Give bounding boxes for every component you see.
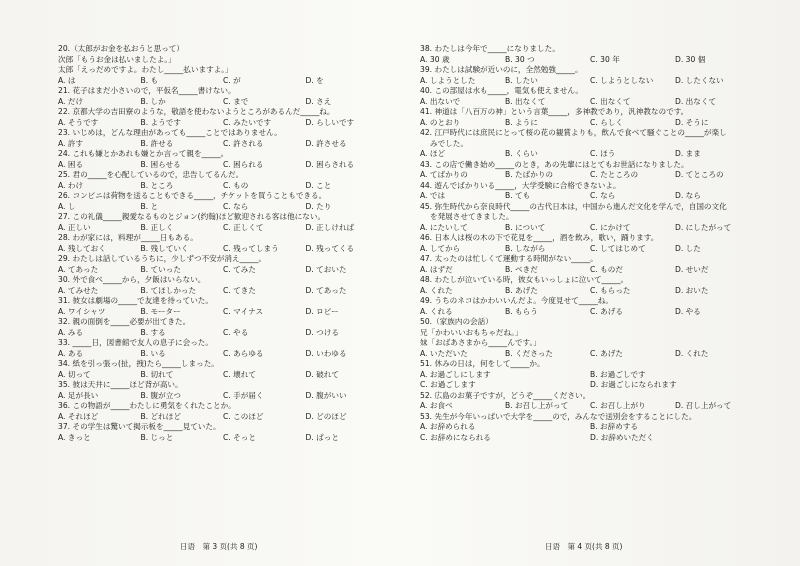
answer-option: B. しか [140, 96, 166, 106]
answer-options [58, 349, 388, 360]
question-block [58, 44, 388, 86]
question-block [58, 338, 388, 359]
answer-option: C. たところの [590, 170, 639, 179]
answer-option: C. てみた [223, 264, 256, 274]
answer-option: C. お過ごします [420, 380, 476, 389]
answer-options [58, 244, 388, 255]
answer-option: D. せいだ [675, 264, 709, 274]
question-text: 26. コンビニは荷物を送ることもできる_____，チケットを買うこともできる。 [58, 191, 327, 200]
question-block [420, 296, 760, 317]
answer-options [58, 412, 388, 423]
question-text: 40. この部屋は水も_____，電気も使えません。 [420, 86, 584, 95]
answer-option: C. 許される [223, 138, 264, 148]
answer-option: C. お召し上がり [590, 401, 646, 410]
answer-option: A. いただいた [420, 348, 468, 358]
question-block [58, 380, 388, 401]
answer-option: A. してから [420, 243, 461, 253]
answer-options [58, 97, 388, 108]
answer-option: D. ロビー [305, 306, 339, 316]
answer-option: D. 困らされる [305, 159, 355, 169]
answer-option: D. こと [305, 180, 332, 190]
answer-options [58, 202, 388, 213]
answer-option: A. 残しておく [58, 243, 106, 253]
answer-option: D. くれた [675, 348, 709, 358]
answer-option: B. お過ごしです [590, 369, 646, 379]
question-text: 41. 神道は「八百万の神」という言葉_____，多神教であり，汎神教なのです。 [420, 107, 689, 116]
answer-option: C. もの [223, 180, 249, 190]
answer-options [420, 149, 760, 160]
question-block [420, 128, 760, 160]
question-text: 45. 弥生時代から奈良時代_____の古代日本は，中国から進んだ文化を学んで，自国の文化 [420, 201, 727, 211]
answer-option: D. たり [305, 201, 332, 211]
question-text: 23. いじめは，どんな理由があっても_____ことではありません。 [58, 128, 282, 137]
answer-option: B. も [140, 75, 159, 85]
question-block [58, 86, 388, 107]
answer-options [420, 55, 760, 66]
answer-option: C. らしく [590, 117, 623, 127]
answer-option: D. そうに [675, 117, 709, 127]
question-text: 21. 花子はまだ小さいので，平仮名_____書けない。 [58, 86, 236, 95]
question-block [420, 412, 760, 444]
answer-options [58, 181, 388, 192]
answer-option: B. 正しく [140, 222, 174, 232]
answer-options [58, 433, 388, 444]
answer-options [58, 76, 388, 87]
answer-option: B. ていった [140, 264, 181, 274]
answer-option: B. たばかりの [505, 170, 554, 179]
answer-option: C. このほど [223, 411, 264, 421]
question-block [420, 107, 760, 128]
question-block [58, 233, 388, 254]
answer-option: B. 困らせる [140, 159, 181, 169]
question-block [420, 181, 760, 202]
question-text: 次郎「もうお金は払いましたよ。」 [58, 54, 176, 64]
answer-option: D. まま [675, 149, 701, 158]
answer-option: D. やる [675, 306, 701, 316]
answer-option: A. 出ないで [420, 96, 461, 106]
question-text: 27. この礼儀_____親愛なるものとジョン(约翰)ほど歓迎される客は他にない。 [58, 212, 326, 221]
answer-option: B. じっと [140, 432, 174, 442]
answer-option: D. おいた [675, 285, 709, 295]
question-text: 太郎「えっだめですよ。わたし_____払いますよ。」 [58, 65, 233, 74]
question-block [420, 233, 760, 254]
answer-options [58, 118, 388, 129]
question-block [420, 317, 760, 359]
question-block [420, 160, 760, 181]
answer-options [58, 391, 388, 402]
answer-option: B. お召し上がって [505, 401, 569, 410]
answer-option: B. 出なくて [505, 96, 546, 106]
answer-option: A. ある [58, 348, 84, 358]
answer-options [58, 286, 388, 297]
answer-option: B. もらう [505, 306, 538, 316]
answer-option: A. し [58, 201, 76, 211]
answer-option: D. 残ってくる [305, 243, 355, 253]
answer-option: A. 困る [58, 159, 84, 169]
answer-option: C. にかけて [590, 222, 631, 232]
question-block [58, 191, 388, 212]
question-block [58, 212, 388, 233]
answer-option: B. ようです [140, 117, 181, 127]
question-text: 48. わたしが泣いている時，彼女もいっしょに泣いて_____。 [420, 275, 629, 284]
answer-option: A. くれる [420, 306, 453, 316]
question-block [58, 275, 388, 296]
question-text: 36. この物語が_____わたしに勇気をくれたことか。 [58, 401, 236, 410]
answer-option: A. 切って [58, 369, 91, 379]
answer-option: D. ぱっと [305, 432, 339, 442]
answer-option: D. ておいた [305, 264, 347, 274]
answer-option: A. てあった [58, 264, 99, 274]
question-text-continued: を発展させてきました。 [430, 212, 514, 221]
answer-option: C. やる [223, 327, 249, 337]
answer-option: C. 困られる [223, 159, 264, 169]
answer-options [420, 170, 760, 181]
answer-option: C. お辞めになられる [420, 432, 491, 442]
question-block [58, 296, 388, 317]
answer-option: A. しようとした [420, 75, 476, 85]
answer-options [420, 97, 760, 108]
question-text: 51. 休みの日は，何をして_____か。 [420, 359, 545, 368]
answer-option: C. 出なくて [590, 96, 631, 106]
answer-options [420, 370, 760, 381]
answer-options [58, 265, 388, 276]
answer-option: B. どれほど [140, 411, 181, 421]
answer-options [420, 380, 760, 391]
question-text: 52. 広島のお菓子ですが，どうぞ_____ください。 [420, 390, 591, 400]
answer-option: C. ものだ [590, 264, 623, 274]
page-footer-left: 日语 第 3 页(共 8 页) [180, 542, 258, 551]
answer-option: D. 許させる [305, 138, 347, 148]
answer-option: A. みる [58, 327, 84, 337]
answer-options [58, 307, 388, 318]
answer-option: C. ほう [590, 149, 616, 158]
question-text: 46. 日本人は桜の木の下で花見を_____，酒を飲み，歌い，踊ります。 [420, 233, 659, 242]
question-block [420, 275, 760, 296]
question-block [58, 107, 388, 128]
question-block [420, 202, 760, 234]
answer-option: C. マイナス [223, 306, 264, 316]
right-column [420, 44, 760, 443]
question-text: 44. 遊んでばかりいる_____，大学受験に合格できないよ。 [420, 180, 621, 190]
question-text: 兄「かわいいおもちゃだね。」 [420, 327, 523, 337]
answer-option: B. と [140, 201, 159, 211]
answer-option: C. てきた [223, 285, 256, 295]
answer-option: B. ところ [140, 180, 174, 190]
answer-option: C. みたいです [223, 117, 272, 127]
answer-option: C. してはじめて [590, 243, 646, 253]
answer-option: B. 許せる [140, 138, 174, 148]
question-block [58, 149, 388, 170]
question-text: 28. わが家には，料理が_____日もある。 [58, 233, 198, 242]
answer-option: D. お過ごしになられます [590, 380, 677, 389]
question-text: 妹「おばあさまから_____んです。」 [420, 338, 541, 347]
answer-option: D. らしいです [305, 117, 355, 127]
question-text: 22. 京都大学の吉田寮のような，敬語を使わないようところがあるんだ_____ね。 [58, 107, 335, 116]
answer-option: C. 正しくて [223, 222, 264, 232]
answer-option: A. 30 歳 [420, 54, 450, 64]
question-text: 50.（家族内の会話） [420, 317, 493, 326]
answer-option: D. いわゆる [305, 348, 347, 358]
question-text: 32. 親の面倒を_____必要が出てきた。 [58, 317, 191, 326]
question-text: 35. 彼は天井に_____ほど背が高い。 [58, 380, 183, 389]
answer-option: B. しながら [505, 243, 546, 253]
answer-options [58, 328, 388, 339]
answer-options [420, 191, 760, 202]
question-text: 38. わたしは今年で_____になりました。 [420, 44, 560, 53]
answer-option: B. いる [140, 348, 166, 358]
answer-option: A. は [58, 75, 76, 85]
answer-option: A. くれた [420, 285, 453, 295]
answer-option: B. 残していく [140, 243, 189, 253]
answer-option: B. 30 つ [505, 54, 535, 64]
answer-option: B. お辞めする [590, 422, 639, 431]
answer-option: C. そっと [223, 432, 256, 442]
answer-option: A. それほど [58, 411, 99, 421]
question-block [420, 65, 760, 86]
answer-option: C. 壊れて [223, 369, 256, 379]
answer-option: A. お過ごしにします [420, 369, 491, 379]
answer-options [420, 401, 760, 412]
question-text: 39. わたしは試験が近いのに，全然勉強_____。 [420, 65, 583, 74]
answer-options [420, 286, 760, 297]
answer-option: C. 残ってしまう [223, 243, 279, 253]
answer-option: D. したくない [675, 75, 724, 85]
answer-option: C. なら [223, 201, 249, 211]
answer-option: A. 許す [58, 138, 84, 148]
answer-option: B. する [140, 327, 166, 337]
question-text: 29. わたしは話しているうちに，少しずつ不安が消え_____。 [58, 254, 267, 263]
answer-option: D. 正しければ [305, 222, 355, 232]
question-block [58, 359, 388, 380]
answer-option: A. 正しい [58, 222, 91, 232]
answer-option: A. てみせた [58, 285, 99, 295]
answer-option: C. あげた [590, 348, 623, 358]
question-text: 31. 彼女は劇場の_____で友達を待っていた。 [58, 296, 213, 305]
answer-options [420, 265, 760, 276]
answer-options [420, 349, 760, 360]
answer-option: D. 出なくて [675, 96, 717, 106]
answer-option: B. べきだ [505, 264, 538, 274]
question-block [420, 44, 760, 65]
answer-option: D. つける [305, 327, 339, 337]
answer-option: B. ように [505, 117, 538, 127]
answer-options [420, 422, 760, 433]
answer-option: B. あげた [505, 285, 538, 295]
question-block [58, 422, 388, 443]
answer-option: C. 手が届く [223, 390, 264, 400]
answer-option: A. ほど [420, 149, 446, 158]
answer-option: B. したい [505, 75, 538, 85]
question-block [420, 86, 760, 107]
answer-options [420, 118, 760, 129]
answer-options [58, 139, 388, 150]
answer-option: D. にしたがって [675, 222, 732, 232]
answer-option: A. だけ [58, 96, 84, 106]
answer-option: A. では [420, 191, 446, 200]
question-block [420, 254, 760, 275]
question-text-continued: みでした。 [430, 138, 468, 148]
answer-option: A. そうです [58, 117, 99, 127]
question-text: 34. 紙を引っ張っ(扯，拽)たら_____しまった。 [58, 359, 219, 368]
answer-option: A. お食べ [420, 401, 453, 410]
answer-option: B. ても [505, 191, 531, 200]
answer-option: D. 破れて [305, 369, 339, 379]
answer-option: B. くださった [505, 348, 554, 358]
question-text: 47. 太ったのは忙しくて運動する時間がない_____。 [420, 254, 598, 263]
answer-option: A. わけ [58, 180, 84, 190]
answer-option: A. てばかりの [420, 170, 468, 179]
answer-option: B. 腹が立つ [140, 390, 181, 400]
question-block [58, 401, 388, 422]
question-block [58, 128, 388, 149]
answer-option: A. お辞められる [420, 422, 476, 431]
answer-option: D. を [305, 75, 324, 85]
answer-options [420, 307, 760, 318]
answer-options [420, 76, 760, 87]
answer-option: C. あらゆる [223, 348, 264, 358]
answer-option: C. 30 年 [590, 54, 620, 64]
question-text: 20.（太郎がお金を払おうと思って） [58, 44, 184, 53]
answer-option: C. あげる [590, 306, 623, 316]
question-text: 37. その学生は驚いて掲示板を_____見ていた。 [58, 422, 221, 431]
question-text: 49. うちのネコはかわいいんだよ。今度見せて_____ね。 [420, 296, 613, 305]
answer-option: C. が [223, 75, 241, 85]
answer-option: A. 足が長い [58, 390, 99, 400]
answer-option: D. てところの [675, 170, 724, 179]
question-block [58, 254, 388, 275]
answer-option: D. さえ [305, 96, 332, 106]
answer-option: A. きっと [58, 432, 91, 442]
answer-option: B. 切れて [140, 369, 174, 379]
answer-option: D. 30 個 [675, 54, 706, 64]
answer-option: D. どのほど [305, 411, 347, 421]
question-text: 42. 江戸時代には庶民にとって桜の花の観賞よりも，飲んで食べて騒ぐことの_____が楽し [420, 128, 727, 137]
question-block [58, 170, 388, 191]
answer-option: D. てあった [305, 285, 347, 295]
question-text: 30. 外で食べ_____から，夕飯はいらない。 [58, 275, 206, 284]
question-text: 53. 先生が今年いっぱいで大学を_____ので，みんなで送別会をすることにした。 [420, 411, 697, 421]
question-block [420, 391, 760, 412]
answer-option: D. した [675, 243, 701, 253]
answer-option: D. お辞めいただく [590, 432, 654, 442]
answer-options [58, 223, 388, 234]
answer-options [58, 370, 388, 381]
answer-option: B. について [505, 222, 546, 232]
question-text: 25. 君の_____を心配しているので，忠告してるんだ。 [58, 170, 244, 179]
question-text: 43. この店で働き始め_____のとき，あの先輩にはとてもお世話になりました。 [420, 159, 689, 169]
answer-option: D. なら [675, 191, 701, 200]
answer-option: A. ワイシャツ [58, 306, 106, 316]
answer-option: D. 腹がいい [305, 390, 347, 400]
answer-option: B. モーター [140, 306, 181, 316]
answer-option: C. もらった [590, 285, 631, 295]
answer-option: C. なら [590, 191, 616, 200]
question-block [58, 317, 388, 338]
answer-options [420, 244, 760, 255]
answer-option: B. てほしかった [140, 285, 197, 295]
question-block [420, 359, 760, 391]
answer-options [420, 433, 760, 444]
answer-option: D. 召し上がって [675, 401, 732, 410]
question-text: 24. これも嫌とかあれも嫌とか言って親を_____。 [58, 149, 229, 158]
question-text: 33. _____日，図書館で友人の息子に会った。 [58, 338, 213, 347]
answer-option: C. しようとしない [590, 75, 654, 85]
answer-option: A. はずだ [420, 264, 453, 274]
left-column [58, 44, 388, 443]
answer-option: A. のとおり [420, 117, 461, 127]
answer-option: B. くらい [505, 149, 538, 158]
page-footer-right: 日语 第 4 页(共 8 页) [545, 542, 623, 551]
answer-options [420, 223, 760, 234]
answer-option: C. まで [223, 96, 249, 106]
answer-option: A. にたいして [420, 222, 468, 232]
answer-options [58, 160, 388, 171]
